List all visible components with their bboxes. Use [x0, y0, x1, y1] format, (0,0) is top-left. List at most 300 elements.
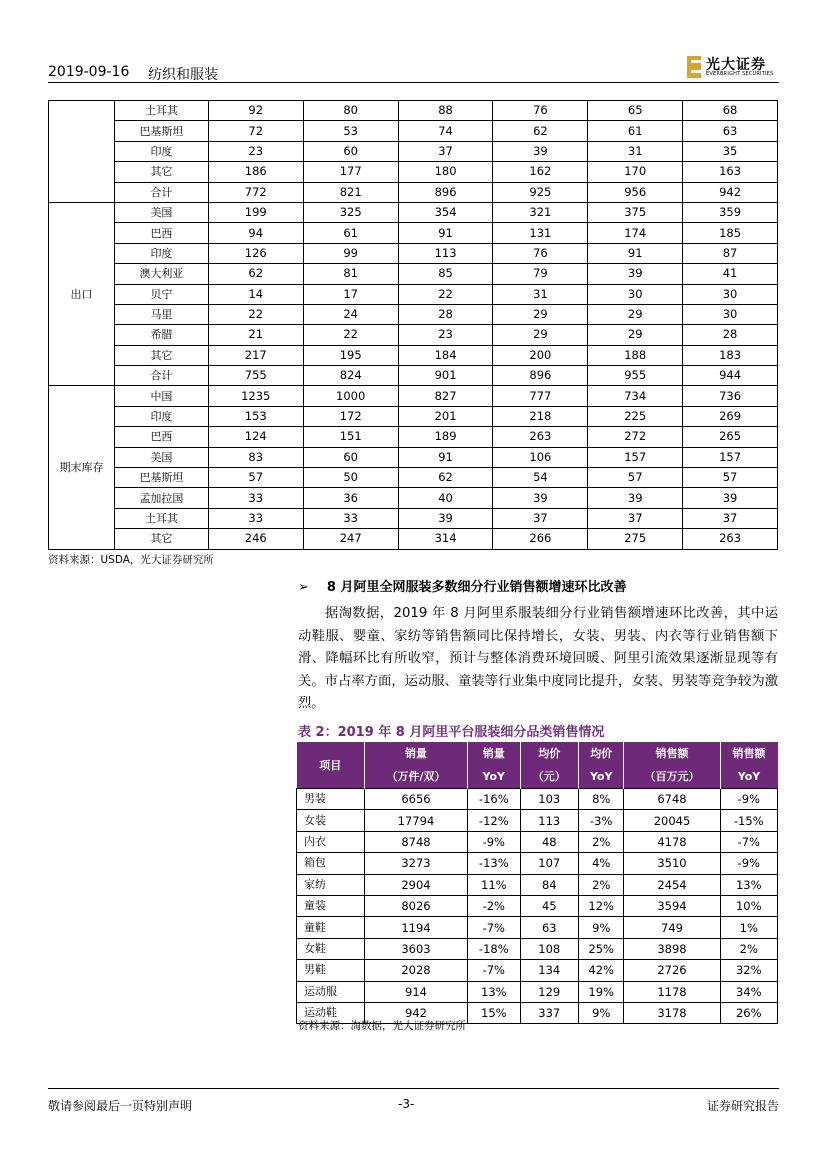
value-cell: 9%: [578, 917, 624, 938]
value-cell: 23: [398, 325, 493, 345]
value-cell: 14: [208, 284, 303, 304]
value-cell: 8748: [365, 831, 468, 852]
value-cell: 36: [303, 488, 398, 508]
value-cell: 153: [208, 406, 303, 426]
value-cell: 174: [588, 223, 683, 243]
value-cell: 60: [303, 447, 398, 467]
value-cell: -3%: [578, 810, 624, 831]
row-label-cell: 童鞋: [297, 917, 365, 938]
value-cell: 955: [588, 366, 683, 386]
value-cell: 2%: [578, 831, 624, 852]
row-label-cell: 男鞋: [297, 960, 365, 981]
value-cell: 65: [588, 101, 683, 121]
value-cell: 1178: [624, 981, 720, 1002]
value-cell: 749: [624, 917, 720, 938]
value-cell: 39: [588, 264, 683, 284]
value-cell: 103: [520, 789, 578, 810]
row-label-cell: 土耳其: [115, 101, 209, 121]
value-cell: 189: [398, 427, 493, 447]
value-cell: 8026: [365, 895, 468, 916]
value-cell: 3594: [624, 895, 720, 916]
logo-text-en: EVERBRIGHT SECURITIES: [706, 71, 774, 77]
value-cell: 108: [520, 938, 578, 959]
value-cell: 325: [303, 202, 398, 222]
value-cell: 217: [208, 345, 303, 365]
value-cell: -7%: [720, 831, 778, 852]
value-cell: 266: [493, 529, 588, 549]
value-cell: 944: [683, 366, 778, 386]
value-cell: 72: [208, 121, 303, 141]
value-cell: 54: [493, 468, 588, 488]
value-cell: 31: [493, 284, 588, 304]
value-cell: 15%: [467, 1002, 520, 1023]
row-label-cell: 家纺: [297, 874, 365, 895]
value-cell: 827: [398, 386, 493, 406]
row-label-cell: 贝宁: [115, 284, 209, 304]
value-cell: 87: [683, 243, 778, 263]
value-cell: 375: [588, 202, 683, 222]
value-cell: 29: [588, 304, 683, 324]
page-number: -3-: [398, 1097, 415, 1111]
value-cell: 821: [303, 182, 398, 202]
value-cell: 30: [683, 284, 778, 304]
value-cell: 896: [493, 366, 588, 386]
value-cell: 824: [303, 366, 398, 386]
footer-divider: [48, 1088, 779, 1089]
row-label-cell: 箱包: [297, 853, 365, 874]
group-label-cell: 期末库存: [49, 386, 115, 549]
t2-header-sales-yoy-sub: YoY: [720, 765, 778, 789]
value-cell: 20045: [624, 810, 720, 831]
value-cell: 2%: [578, 874, 624, 895]
footer-disclaimer: 敬请参阅最后一页特别声明: [48, 1099, 193, 1113]
table-row: [49, 447, 778, 467]
value-cell: 57: [588, 468, 683, 488]
row-label-cell: 巴西: [115, 223, 209, 243]
value-cell: 3603: [365, 938, 468, 959]
table-row: [49, 223, 778, 243]
value-cell: 269: [683, 406, 778, 426]
value-cell: 57: [683, 468, 778, 488]
table-row: [297, 810, 778, 831]
table-row: [49, 386, 778, 406]
value-cell: 180: [398, 162, 493, 182]
value-cell: -9%: [720, 853, 778, 874]
value-cell: 772: [208, 182, 303, 202]
value-cell: 157: [588, 447, 683, 467]
table-row: [49, 202, 778, 222]
value-cell: 106: [493, 447, 588, 467]
logo-mark-icon: [687, 56, 701, 78]
table-row: [49, 121, 778, 141]
t2-header-sales-unit: （百万元）: [624, 765, 720, 789]
table-row: [49, 366, 778, 386]
value-cell: 2028: [365, 960, 468, 981]
t2-header-volume-yoy: 销量: [467, 742, 520, 765]
value-cell: 91: [588, 243, 683, 263]
table2-title: 表 2：2019 年 8 月阿里平台服装细分品类销售情况: [298, 725, 605, 740]
report-category: 纺织和服装: [148, 67, 218, 83]
table-row: [297, 895, 778, 916]
row-label-cell: 美国: [115, 202, 209, 222]
t2-header-item: 项目: [297, 742, 365, 789]
value-cell: 30: [588, 284, 683, 304]
value-cell: 247: [303, 529, 398, 549]
value-cell: 17: [303, 284, 398, 304]
row-label-cell: 印度: [115, 406, 209, 426]
section-heading-text: 8 月阿里全网服装多数细分行业销售额增速环比改善: [326, 580, 627, 595]
row-label-cell: 男装: [297, 789, 365, 810]
value-cell: 263: [493, 427, 588, 447]
value-cell: 172: [303, 406, 398, 426]
row-label-cell: 巴基斯坦: [115, 121, 209, 141]
value-cell: -13%: [467, 853, 520, 874]
value-cell: 1000: [303, 386, 398, 406]
value-cell: -18%: [467, 938, 520, 959]
value-cell: 88: [398, 101, 493, 121]
row-label-cell: 运动服: [297, 981, 365, 1002]
t2-header-price-unit: （元）: [520, 765, 578, 789]
table-row: [49, 406, 778, 426]
value-cell: 3273: [365, 853, 468, 874]
table-row: [49, 182, 778, 202]
row-label-cell: 运动鞋: [297, 1002, 365, 1023]
value-cell: 39: [398, 508, 493, 528]
value-cell: 218: [493, 406, 588, 426]
table-row: [49, 243, 778, 263]
value-cell: 24: [303, 304, 398, 324]
table-row: [49, 488, 778, 508]
section-heading: [298, 576, 626, 595]
value-cell: 92: [208, 101, 303, 121]
value-cell: 151: [303, 427, 398, 447]
value-cell: 28: [398, 304, 493, 324]
value-cell: -7%: [467, 960, 520, 981]
value-cell: 76: [493, 101, 588, 121]
value-cell: 942: [683, 182, 778, 202]
value-cell: 170: [588, 162, 683, 182]
value-cell: 4%: [578, 853, 624, 874]
row-label-cell: 女装: [297, 810, 365, 831]
row-label-cell: 土耳其: [115, 508, 209, 528]
value-cell: 3510: [624, 853, 720, 874]
value-cell: 39: [493, 488, 588, 508]
value-cell: 37: [493, 508, 588, 528]
value-cell: 28: [683, 325, 778, 345]
value-cell: 37: [588, 508, 683, 528]
value-cell: 914: [365, 981, 468, 1002]
value-cell: 275: [588, 529, 683, 549]
value-cell: 21: [208, 325, 303, 345]
row-label-cell: 合计: [115, 366, 209, 386]
value-cell: 62: [493, 121, 588, 141]
value-cell: 265: [683, 427, 778, 447]
value-cell: 63: [520, 917, 578, 938]
value-cell: 113: [398, 243, 493, 263]
value-cell: 39: [493, 141, 588, 161]
row-label-cell: 内衣: [297, 831, 365, 852]
table-row: [49, 325, 778, 345]
value-cell: 30: [683, 304, 778, 324]
table-row: [49, 264, 778, 284]
value-cell: 76: [493, 243, 588, 263]
value-cell: -7%: [467, 917, 520, 938]
value-cell: 83: [208, 447, 303, 467]
row-label-cell: 印度: [115, 243, 209, 263]
value-cell: 107: [520, 853, 578, 874]
value-cell: 901: [398, 366, 493, 386]
value-cell: 3178: [624, 1002, 720, 1023]
value-cell: 41: [683, 264, 778, 284]
value-cell: 84: [520, 874, 578, 895]
row-label-cell: 澳大利亚: [115, 264, 209, 284]
value-cell: 22: [398, 284, 493, 304]
table-row: [49, 141, 778, 161]
value-cell: 42%: [578, 960, 624, 981]
value-cell: 126: [208, 243, 303, 263]
page-header: [48, 54, 779, 83]
bullet-arrow-icon: ➢: [298, 580, 309, 595]
value-cell: 32%: [720, 960, 778, 981]
value-cell: 29: [588, 325, 683, 345]
value-cell: 177: [303, 162, 398, 182]
value-cell: 734: [588, 386, 683, 406]
table2-source: 资料来源：淘数据，光大证券研究所: [298, 1020, 466, 1032]
value-cell: 321: [493, 202, 588, 222]
value-cell: 33: [303, 508, 398, 528]
value-cell: 199: [208, 202, 303, 222]
value-cell: 354: [398, 202, 493, 222]
value-cell: 57: [208, 468, 303, 488]
value-cell: 1235: [208, 386, 303, 406]
value-cell: 359: [683, 202, 778, 222]
value-cell: 22: [303, 325, 398, 345]
table-row: [297, 981, 778, 1002]
table-row: [297, 874, 778, 895]
value-cell: 956: [588, 182, 683, 202]
row-label-cell: 孟加拉国: [115, 488, 209, 508]
value-cell: 157: [683, 447, 778, 467]
row-label-cell: 巴西: [115, 427, 209, 447]
row-label-cell: 希腊: [115, 325, 209, 345]
value-cell: 45: [520, 895, 578, 916]
table-row: [49, 304, 778, 324]
table-row: [297, 789, 778, 810]
value-cell: 777: [493, 386, 588, 406]
table-row: [49, 468, 778, 488]
row-label-cell: 巴基斯坦: [115, 468, 209, 488]
value-cell: 201: [398, 406, 493, 426]
value-cell: 91: [398, 223, 493, 243]
alibaba-sales-table: [296, 742, 778, 1024]
value-cell: 1%: [720, 917, 778, 938]
company-logo: [687, 54, 779, 80]
value-cell: 337: [520, 1002, 578, 1023]
value-cell: 2454: [624, 874, 720, 895]
value-cell: 34%: [720, 981, 778, 1002]
value-cell: 81: [303, 264, 398, 284]
value-cell: 736: [683, 386, 778, 406]
value-cell: 129: [520, 981, 578, 1002]
value-cell: 13%: [467, 981, 520, 1002]
value-cell: 195: [303, 345, 398, 365]
table-row: [49, 427, 778, 447]
row-label-cell: 中国: [115, 386, 209, 406]
value-cell: 162: [493, 162, 588, 182]
footer-report-type: 证券研究报告: [706, 1099, 779, 1113]
value-cell: 186: [208, 162, 303, 182]
value-cell: 124: [208, 427, 303, 447]
section-paragraph: 据淘数据，2019 年 8 月阿里系服装细分行业销售额增速环比改善，其中运动鞋服、婴童、家纺等销售额同比保持增长，女装、男装、内衣等行业销售额下滑、降幅环比有所收窄，预计与整体消费环境回暖、阿里引流效果逐渐显现等有关。市占率方面，运动服、童装等行业集中度同比提升，女装、男装等竞争较为激烈。: [298, 606, 778, 712]
value-cell: 246: [208, 529, 303, 549]
value-cell: 188: [588, 345, 683, 365]
value-cell: 10%: [720, 895, 778, 916]
value-cell: 2904: [365, 874, 468, 895]
value-cell: -16%: [467, 789, 520, 810]
value-cell: 85: [398, 264, 493, 284]
row-label-cell: 印度: [115, 141, 209, 161]
value-cell: 39: [588, 488, 683, 508]
cotton-balance-table: [48, 100, 778, 550]
value-cell: 35: [683, 141, 778, 161]
value-cell: 39: [683, 488, 778, 508]
value-cell: -12%: [467, 810, 520, 831]
row-label-cell: 其它: [115, 162, 209, 182]
value-cell: 48: [520, 831, 578, 852]
value-cell: 91: [398, 447, 493, 467]
value-cell: 37: [683, 508, 778, 528]
value-cell: 134: [520, 960, 578, 981]
table-row: [49, 284, 778, 304]
value-cell: 314: [398, 529, 493, 549]
value-cell: 61: [588, 121, 683, 141]
value-cell: 29: [493, 325, 588, 345]
t2-header-sales: 销售额: [624, 742, 720, 765]
report-date: 2019-09-16: [48, 64, 130, 80]
value-cell: 163: [683, 162, 778, 182]
row-label-cell: 女鞋: [297, 938, 365, 959]
value-cell: 11%: [467, 874, 520, 895]
value-cell: 6656: [365, 789, 468, 810]
logo-text-cn: 光大证券: [706, 57, 766, 73]
value-cell: 29: [493, 304, 588, 324]
value-cell: 185: [683, 223, 778, 243]
value-cell: 40: [398, 488, 493, 508]
value-cell: 13%: [720, 874, 778, 895]
value-cell: 33: [208, 488, 303, 508]
value-cell: 79: [493, 264, 588, 284]
value-cell: -9%: [720, 789, 778, 810]
value-cell: 3898: [624, 938, 720, 959]
value-cell: 23: [208, 141, 303, 161]
value-cell: 94: [208, 223, 303, 243]
value-cell: 50: [303, 468, 398, 488]
row-label-cell: 马里: [115, 304, 209, 324]
value-cell: 131: [493, 223, 588, 243]
value-cell: -9%: [467, 831, 520, 852]
table-row: [297, 917, 778, 938]
group-label-cell: 出口: [49, 202, 115, 386]
value-cell: 755: [208, 366, 303, 386]
value-cell: 9%: [578, 1002, 624, 1023]
t2-header-volume-unit: （万件/双）: [365, 765, 468, 789]
value-cell: 80: [303, 101, 398, 121]
group-label-cell: [49, 101, 115, 203]
row-label-cell: 合计: [115, 182, 209, 202]
table1-source: 资料来源：USDA，光大证券研究所: [48, 554, 214, 566]
value-cell: 22: [208, 304, 303, 324]
table-row: [49, 345, 778, 365]
value-cell: 225: [588, 406, 683, 426]
value-cell: 896: [398, 182, 493, 202]
value-cell: 6748: [624, 789, 720, 810]
value-cell: 74: [398, 121, 493, 141]
value-cell: 12%: [578, 895, 624, 916]
value-cell: 99: [303, 243, 398, 263]
t2-header-price-yoy: 均价: [578, 742, 624, 765]
value-cell: 4178: [624, 831, 720, 852]
value-cell: -15%: [720, 810, 778, 831]
t2-header-volume-yoy-sub: YoY: [467, 765, 520, 789]
table-row: [297, 938, 778, 959]
value-cell: 31: [588, 141, 683, 161]
table-row: [49, 529, 778, 549]
value-cell: 17794: [365, 810, 468, 831]
value-cell: 63: [683, 121, 778, 141]
value-cell: 200: [493, 345, 588, 365]
value-cell: 26%: [720, 1002, 778, 1023]
row-label-cell: 其它: [115, 529, 209, 549]
value-cell: -2%: [467, 895, 520, 916]
value-cell: 184: [398, 345, 493, 365]
value-cell: 62: [208, 264, 303, 284]
value-cell: 19%: [578, 981, 624, 1002]
t2-header-price-yoy-sub: YoY: [578, 765, 624, 789]
value-cell: 62: [398, 468, 493, 488]
table-row: [49, 162, 778, 182]
t2-header-volume: 销量: [365, 742, 468, 765]
value-cell: 61: [303, 223, 398, 243]
value-cell: 60: [303, 141, 398, 161]
table-row: [49, 508, 778, 528]
table-row: [297, 960, 778, 981]
table-row: [49, 101, 778, 121]
value-cell: 942: [365, 1002, 468, 1023]
t2-header-price: 均价: [520, 742, 578, 765]
value-cell: 113: [520, 810, 578, 831]
value-cell: 68: [683, 101, 778, 121]
value-cell: 33: [208, 508, 303, 528]
value-cell: 2726: [624, 960, 720, 981]
table-row: [297, 853, 778, 874]
value-cell: 8%: [578, 789, 624, 810]
value-cell: 25%: [578, 938, 624, 959]
row-label-cell: 美国: [115, 447, 209, 467]
value-cell: 925: [493, 182, 588, 202]
row-label-cell: 童装: [297, 895, 365, 916]
t2-header-sales-yoy: 销售额: [720, 742, 778, 765]
row-label-cell: 其它: [115, 345, 209, 365]
value-cell: 2%: [720, 938, 778, 959]
value-cell: 37: [398, 141, 493, 161]
table-row: [297, 831, 778, 852]
header-divider: [48, 82, 779, 83]
value-cell: 1194: [365, 917, 468, 938]
value-cell: 263: [683, 529, 778, 549]
value-cell: 272: [588, 427, 683, 447]
value-cell: 53: [303, 121, 398, 141]
value-cell: 183: [683, 345, 778, 365]
